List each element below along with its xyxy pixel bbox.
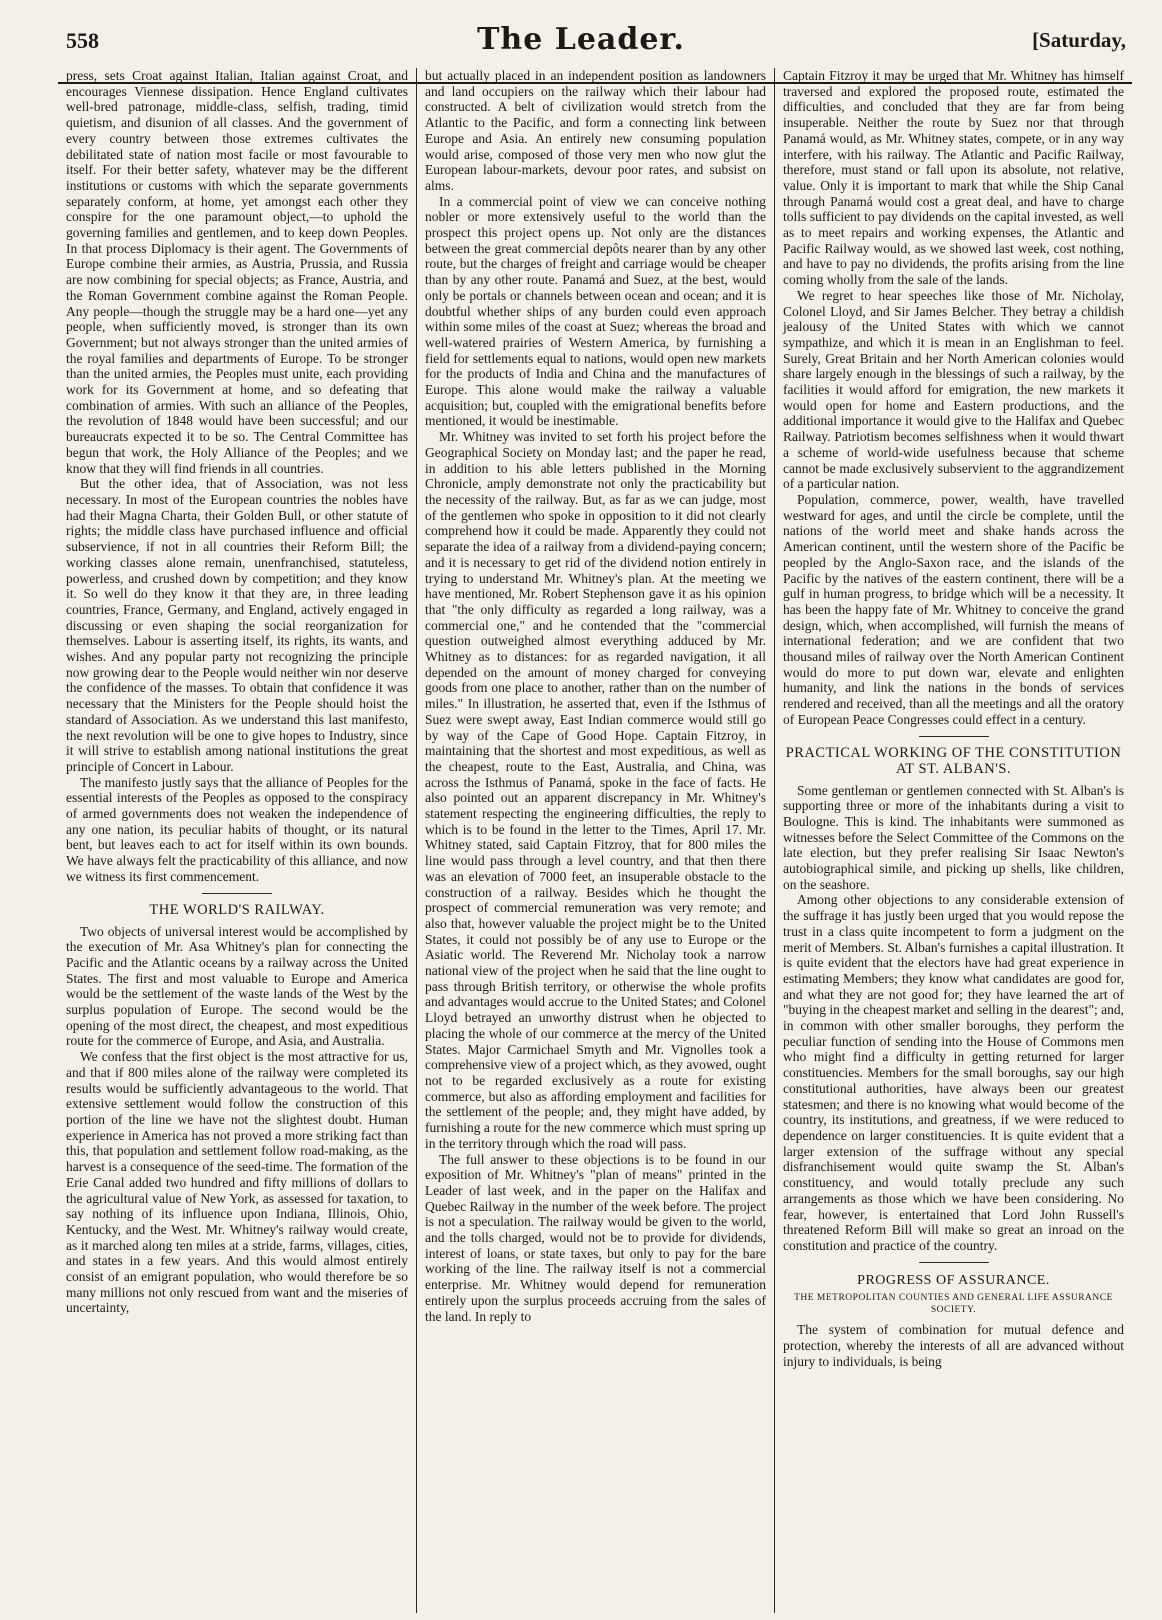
column-3 xyxy=(774,68,1132,1613)
paragraph: We confess that the first object is the most attractive for us, and that if 800 miles alone of the railway were completed its results would be sufficiently advantageous to the world. That extensive settlement would follow the construction of this portion of the line we have not the slightest doubt. Human experience in America has not proved a more striking fact than this, that population and settlement follow road-making, as the harvest is a consequence of the seed-time. The formation of the Erie Canal added two hundred and fifty millions of dollars to the agricultural value of New York, as assessed for taxation, to say nothing of its influence upon Indiana, Illinois, Ohio, Kentucky, and the West. Mr. Whitney's railway would create, as it marched along ten miles at a stride, farms, villages, cities, and states in a few years. And this would almost entirely consist of an emigrant population, who would therefore be so many millions not only rescued from want and the miseries of uncertainty, xyxy=(66,1049,409,1316)
section-divider xyxy=(919,736,989,737)
masthead xyxy=(0,20,1162,66)
paragraph: Population, commerce, power, wealth, have travelled westward for ages, and until the circle be complete, until the nations of the world meet and shake hands across the American continent, until the western shore of the Pacific be peopled by the Anglo-Saxon race, and the islands of the Pacific by the natives of the eastern continent, there will be a gulf in human progress, to bridge which will be a necessity. It has been the happy fate of Mr. Whitney to conceive the grand design, which, when accomplished, will furnish the means of international federation; and we are confident that two thousand miles of railway over the North American Continent would do more to put down war, elevate and enlighten humanity, and link the nations in the bonds of services rendered and received, than all the meetings and all the oratory of European Peace Congresses could effect in a century. xyxy=(783,491,1124,727)
paragraph: Two objects of universal interest would be accomplished by the execution of Mr. Asa Whitney's plan for connecting the Pacific and the Atlantic oceans by a railway across the United States. The first and most valuable to Europe and America would be the settlement of the waste lands of the West by the surplus population of Europe. The second would be the opening of the most direct, the cheapest, and most expeditious route for the commerce of Europe, and Asia, and Australia. xyxy=(66,923,408,1049)
paragraph: Captain Fitzroy it may be urged that Mr. Whitney has himself traversed and explored the proposed route, estimated the difficulties, and concluded that they are far from being insuperable. Neither the route by Suez nor that through Panamá would, as Mr. Whitney states, compete, or in any way interfere, with his railway. The Atlantic and Pacific Railway, therefore, must stand or fall upon its absolute, not relative, value. Only it is important to mark that while the Ship Canal through Panamá would cost a great deal, and have to charge tolls sufficient to pay dividends on the capital invested, as well as to meet repairs and working expenses, the Atlantic and Pacific Railway would, as we showed last week, cost nothing, and have to pay no dividends, the profits arising from the line coming wholly from the sale of the lands. xyxy=(783,68,1124,288)
paragraph: Among other objections to any considerable extension of the suffrage it has justly been urged that you would repose the trust in a class quite incompetent to form a judgment on the merit of Members. St. Alban's furnishes a capital illustration. It is quite evident that the electors have had great experience in estimating Members; they know what candidates are good for, and what they are not good for; they have learned the art of "buying in the cheapest market and selling in the dearest"; and, in common with other smaller boroughs, they perform the peculiar function of sending into the House of Commons men who might find a difficulty in getting returned for larger constituencies. Members for the small boroughs, say our high constitutional authorities, have always been our greatest statesmen; and there is no knowing what would become of the country, its institutions, and greatness, if we were reduced to dependence on larger constituencies. It is quite evident that a larger extension of the suffrage without any special disfranchisement would quite swamp the St. Alban's constituency, and would totally preclude any such arrangements as those which we have been considering. No fear, however, is entertained that Lord John Russell's threatened Reform Bill will make so great an inroad on the constitution and practice of the country. xyxy=(783,892,1124,1253)
newspaper-title: The Leader. xyxy=(477,22,685,57)
paragraph: In a commercial point of view we can conceive nothing nobler or more extensively useful to the world than the prospect this project opens up. Not only are the distances between the great commercial depôts nearer than by any other route, but the charges of freight and carriage would be cheaper than by any other route. Panamá and Suez, at the best, would only be portals or channels between ocean and ocean; and it is doubtful whether ships of any burden could even approach within some miles of the coast at Suez; whereas the broad and well-watered prairies of Western America, by furnishing a field for settlements equal to nations, would open new markets for the products of India and China and the manufactures of Europe. This alone would make the railway a valuable acquisition; but, coupled with the emigrational benefits before mentioned, it would be inestimable. xyxy=(425,193,766,429)
column-1 xyxy=(58,68,416,1613)
article-columns xyxy=(58,68,1132,1613)
section-subheading: THE METROPOLITAN COUNTIES AND GENERAL LIFE ASSURANCE SOCIETY. xyxy=(794,1293,1113,1316)
paragraph: The full answer to these objections is to be found in our exposition of Mr. Whitney's "plan of means" printed in the Leader of last week, and in the paper on the Halifax and Quebec Railway in the number of the week before. The project is not a speculation. The railway would be given to the world, and the tolls charged, would not be to provide for dividends, interest of loans, or state taxes, but only to pay for the bare working of the line. The railway itself is not a commercial enterprise. Mr. Whitney would depend for remuneration entirely upon the surplus proceeds accruing from the sales of the land. In reply to xyxy=(425,1151,766,1324)
page-number: 558 xyxy=(66,28,99,53)
paragraph: The manifesto justly says that the alliance of Peoples for the essential interests of the Peoples as opposed to the conspiracy of armed governments does not weaken the independence of any one nation, its peculiar habits of thought, or its natural bent, but leaves each to act for itself within its own bounds. We have always felt the practicability of this alliance, and now we witness its first commencement. xyxy=(66,774,408,884)
issue-day: [Saturday, xyxy=(1032,28,1126,52)
section-divider xyxy=(919,1262,989,1263)
section-heading: PRACTICAL WORKING OF THE CONSTITUTION AT ST. ALBAN'S. xyxy=(785,744,1122,777)
paragraph: press, sets Croat against Italian, Italian against Croat, and encourages Viennese dissipation. Hence England cultivates well-bred patronage, middle-class, selfish, trading, timid quietism, and disunion of all classes. And the government of every country between those extremes cultivates the debilitated state of nation most facile or most favourable to itself. For their better safety, whatever may be the different institutions or customs with which the separate governments separately conform, at home, yet amongst each other they conspire for the one paramount object,—to uphold the governing families and gentlemen, and to keep down Peoples. In that process Diplomacy is their agent. The Governments of Europe combine their armies, as Austria, Prussia, and Russia are now combining for special objects; as France, Austria, and the Roman Government combine against the Roman People. Any people—though the struggle may be a hard one—yet any people, when sufficiently moved, is stronger than its own Government; but not always stronger than the united armies of the royal families and departments of Europe. To be stronger than the united armies, the Peoples must unite, each providing work for its Government at home, and so defeating that combination of armies. With such an alliance of the Peoples, the revolution of 1848 would have been successful; and our bureaucrats expected it to be so. The Central Committee has begun that work, the Holy Alliance of the Peoples; and we know that they will find friends in all countries. xyxy=(66,68,408,476)
paragraph: Mr. Whitney was invited to set forth his project before the Geographical Society on Monday last; and the paper he read, in addition to his able letters published in the Morning Chronicle, amply demonstrate not only the practicability but the necessity of the railway. But, as far as we can judge, most of the gentlemen who spoke in opposition to it did not clearly comprehend how it could be made. Apparently they could not separate the idea of a railway from a dividend-paying concern; and it is necessary to get rid of the dividend notion entirely in trying to understand Mr. Whitney's plan. At the meeting we have mentioned, Mr. Robert Stephenson gave it as his opinion that "the only difficulty as regarded a long railway, was a commercial one," and he contended that the "commercial question outweighed almost everything adduced by Mr. Whitney as to distances: for as regarded navigation, it all depended on the amount of money charged for conveying goods from one place to another, rather than on the number of miles." In illustration, he asserted that, even if the Isthmus of Suez were swept away, East Indian commerce would still go by way of the Cape of Good Hope. Captain Fitzroy, in maintaining that the shortest and most expeditious, as well as the cheapest, route to the East, Australia, and China, was across the Isthmus of Panamá, spoke in the face of facts. He also pointed out an apparent discrepancy in Mr. Whitney's statement respecting the engineering difficulties, the reply to which is to be found in the letter to the Times, April 17. Mr. Whitney stated, said Captain Fitzroy, that for 800 miles the line would pass through a level country, and that then there was an elevation of 7000 feet, an insuperable obstacle to the construction of a railway. Besides which he thought the prospect of commercial remuneration was very remote; and also that, however valuable the project might be to the United States, it could not possibly be of any use to Europe or the Asiatic world. The Reverend Mr. Nicholay took a narrow national view of the project when he said that the line ought to pass through British territory, or otherwise the whole profits and advantages would accrue to the United States; and Colonel Lloyd betrayed an unworthy distrust when he objected to placing the whole of our commerce at the mercy of the United States. Major Carmichael Smyth and Mr. Vignolles took a comprehensive view of a project which, as they avowed, ought not to be regarded exclusively as a route for existing commerce, but also as affording employment and facilities for the settlement of the people; and, they might have added, by furnishing a route for the new commerce which must spring up in the territory through which the road will pass. xyxy=(425,429,766,1151)
section-heading: THE WORLD'S RAILWAY. xyxy=(149,901,325,918)
paragraph: We regret to hear speeches like those of Mr. Nicholay, Colonel Lloyd, and Sir James Belcher. They betray a childish jealousy of the United States with which we cannot sympathize, and which it is mean in an Englishman to feel. Surely, Great Britain and her North American colonies would share largely enough in the blessings of such a railway, by the facilities it would afford for emigration, the new markets it would open for home and Eastern productions, and the additional importance it would give to the Halifax and Quebec Railway. Patriotism becomes selfishness when it would thwart a scheme of world-wide usefulness because that scheme cannot be made exclusively subservient to the aggrandizement of a particular nation. xyxy=(783,287,1124,492)
section-divider xyxy=(202,893,272,894)
paragraph: but actually placed in an independent position as landowners and land occupiers on the railway which their labour had constructed. A belt of civilization would stretch from the Atlantic to the Pacific, and form a connecting link between Europe and Asia. An entirely new consuming population would arise, composed of those very men who now glut the European labour-markets, devour poor rates, and subsist on alms. xyxy=(425,68,766,193)
paragraph: But the other idea, that of Association, was not less necessary. In most of the European countries the nobles have had their Magna Charta, their Golden Bull, or other statute of rights; the middle class have purchased influence and official subservience, if not in all countries their Reform Bill; the working classes alone remain, unenfranchised, statuteless, powerless, and crushed down by competition; and they know it. So well do they know it that they are, in three leading countries, France, Germany, and England, actively engaged in discussing or even shaping the social reorganization for themselves. Labour is asserting itself, its rights, its wants, and wishes. And any popular party not recognizing the principle now growing dear to the People would neither win nor deserve the confidence of the masses. To obtain that confidence it was necessary that the Ministers for the People should hoist the standard of Association. As we understand this last manifesto, the next revolution will be one to give hopes to Industry, since it will strive to establish among national institutions the great principle of Concert in Labour. xyxy=(66,476,408,774)
section-heading: PROGRESS OF ASSURANCE. xyxy=(857,1272,1050,1288)
paragraph: Some gentleman or gentlemen connected with St. Alban's is supporting three or more of the inhabitants during a visit to Boulogne. This is kind. The inhabitants were summoned as witnesses before the Select Committee of the Commons on the late election, but they prefer realising Sir Isaac Newton's autobiographical simile, and picking up shells, like children, on the seashore. xyxy=(783,782,1124,892)
column-2 xyxy=(416,68,774,1613)
paragraph: The system of combination for mutual defence and protection, whereby the interests of all are advanced without injury to individuals, is being xyxy=(783,1322,1124,1369)
